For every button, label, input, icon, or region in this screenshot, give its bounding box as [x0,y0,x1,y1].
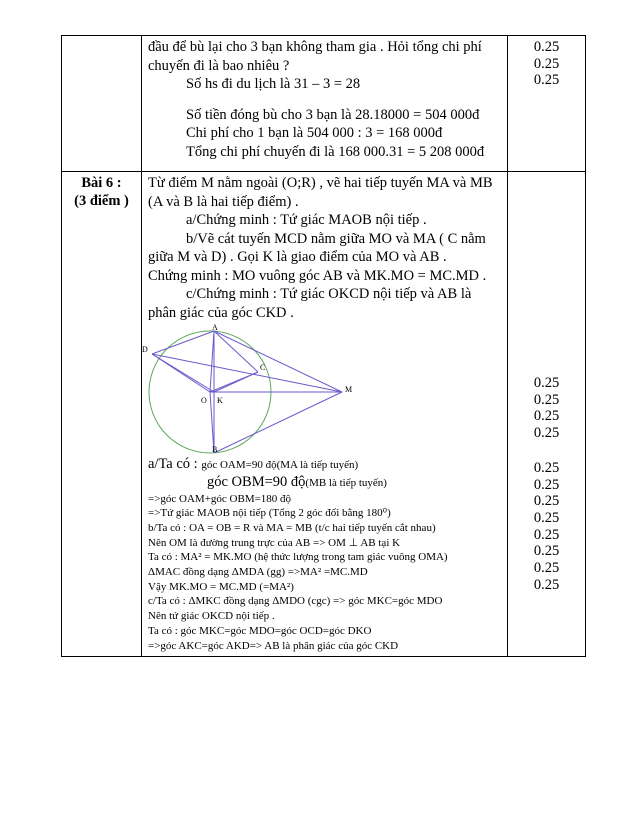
solution-line: ΔMAC đồng dạng ΔMDA (gg) =>MA² =MC.MD [148,566,368,579]
problem-line: giữa M và D) . Gọi K là giao điểm của MO và AB . [148,249,447,265]
solution-line: =>góc AKC=góc AKD=> AB là phân giác của góc CKD [148,639,399,652]
point-m-label: M [345,385,353,394]
geometry-figure [142,322,508,454]
problem-number: Bài 6 : [81,175,122,191]
solution-line: =>Tứ giác MAOB nội tiếp (Tổng 2 góc đối bằng 180⁰) [148,507,391,520]
solution-line: Ta có : góc MKC=góc MDO=góc OCD=góc DKO [148,624,372,637]
score-value: 0.25 [533,39,560,55]
score-value: 0.25 [533,576,560,593]
point-d-label: D [142,345,148,354]
solution-line: c/Ta có : ΔMKC đồng dạng ΔMDO (cgc) => góc MKC=góc MDO [148,595,443,608]
point-k-label: K [217,396,223,405]
solution-a-line1: góc OAM=90 độ(MA là tiếp tuyến) [201,459,359,471]
point-c-label: C [260,363,266,372]
solution-a-line2-note: (MB là tiếp tuyến) [305,477,387,489]
score-value: 0.25 [533,543,560,560]
score-value: 0.25 [533,375,560,391]
label-cell [62,36,142,172]
solution-a-line2: góc OBM=90 độ [207,474,306,490]
problem-line: Chứng minh : MO vuông góc AB và MK.MO = MC.MD . [148,267,487,284]
text-line: chuyến đi là bao nhiêu ? [148,57,290,74]
score-cell [508,36,586,172]
tangent-mb [214,392,342,453]
text-line: Tổng chi phí chuyến đi là 168 000.31 = 5 208 000đ [186,143,485,160]
solution-line: Nên tứ giác OKCD nội tiếp . [148,610,275,623]
text-line: đầu để bù lại cho 3 bạn không tham gia . Hỏi tổng chi phí [148,39,482,55]
text-line: Số tiền đóng bù cho 3 bạn là 28.18000 = 504 000đ [186,106,480,123]
score-value: 0.25 [533,459,560,476]
solution-line: =>góc OAM+góc OBM=180 độ [148,492,292,505]
problem-line: phân giác của góc CKD . [148,304,294,321]
content-cell [142,172,508,657]
solution-line: Ta có : MA² = MK.MO (hệ thức lượng trong tam giác vuông OMA) [148,551,448,564]
problem-points: (3 điểm ) [74,193,129,209]
problem-line: b/Vẽ cát tuyến MCD nằm giữa MO và MA ( C nằm [186,230,486,247]
table-row [62,36,586,172]
score-value: 0.25 [533,55,560,72]
solution-line: b/Ta có : OA = OB = R và MA = MB (t/c hai tiếp tuyến cắt nhau) [148,521,436,534]
problem-line: a/Chứng minh : Tứ giác MAOB nội tiếp . [186,212,427,228]
solution-a-prefix: a/Ta có : [148,456,198,472]
point-a-label: A [212,323,218,332]
segment-da [152,331,214,354]
solution-line: Nên OM là đường trung trực của AB => OM ⊥ AB tại K [148,536,401,549]
problem-line: (A và B là hai tiếp điểm) . [148,193,299,210]
score-cell [508,172,586,657]
score-value: 0.25 [533,391,560,408]
table-row [62,172,586,657]
problem-line: Từ điểm M nằm ngoài (O;R) , vẽ hai tiếp tuyến MA và MB [148,175,493,191]
solution-line [148,473,507,492]
score-value: 0.25 [533,509,560,526]
segment-oa [210,331,214,392]
segment-ob [210,392,214,453]
score-value: 0.25 [533,493,560,510]
content-cell [142,36,508,172]
solution-line [148,455,507,473]
score-value: 0.25 [533,408,560,425]
score-value: 0.25 [533,72,560,89]
point-o-label: O [201,396,207,405]
text-line: Chi phí cho 1 bạn là 504 000 : 3 = 168 000đ [186,125,443,141]
solution-line: Vậy MK.MO = MC.MD (=MA²) [148,580,294,593]
label-cell [62,172,142,657]
answer-table [61,35,586,657]
segment-kc [214,372,258,392]
score-value: 0.25 [533,526,560,543]
text-line: Số hs đi du lịch là 31 – 3 = 28 [186,76,361,92]
score-value: 0.25 [533,425,560,442]
score-value: 0.25 [533,476,560,493]
score-value: 0.25 [533,560,560,577]
problem-line: c/Chứng minh : Tứ giác OKCD nội tiếp và AB là [186,286,472,302]
point-b-label: B [212,445,218,454]
